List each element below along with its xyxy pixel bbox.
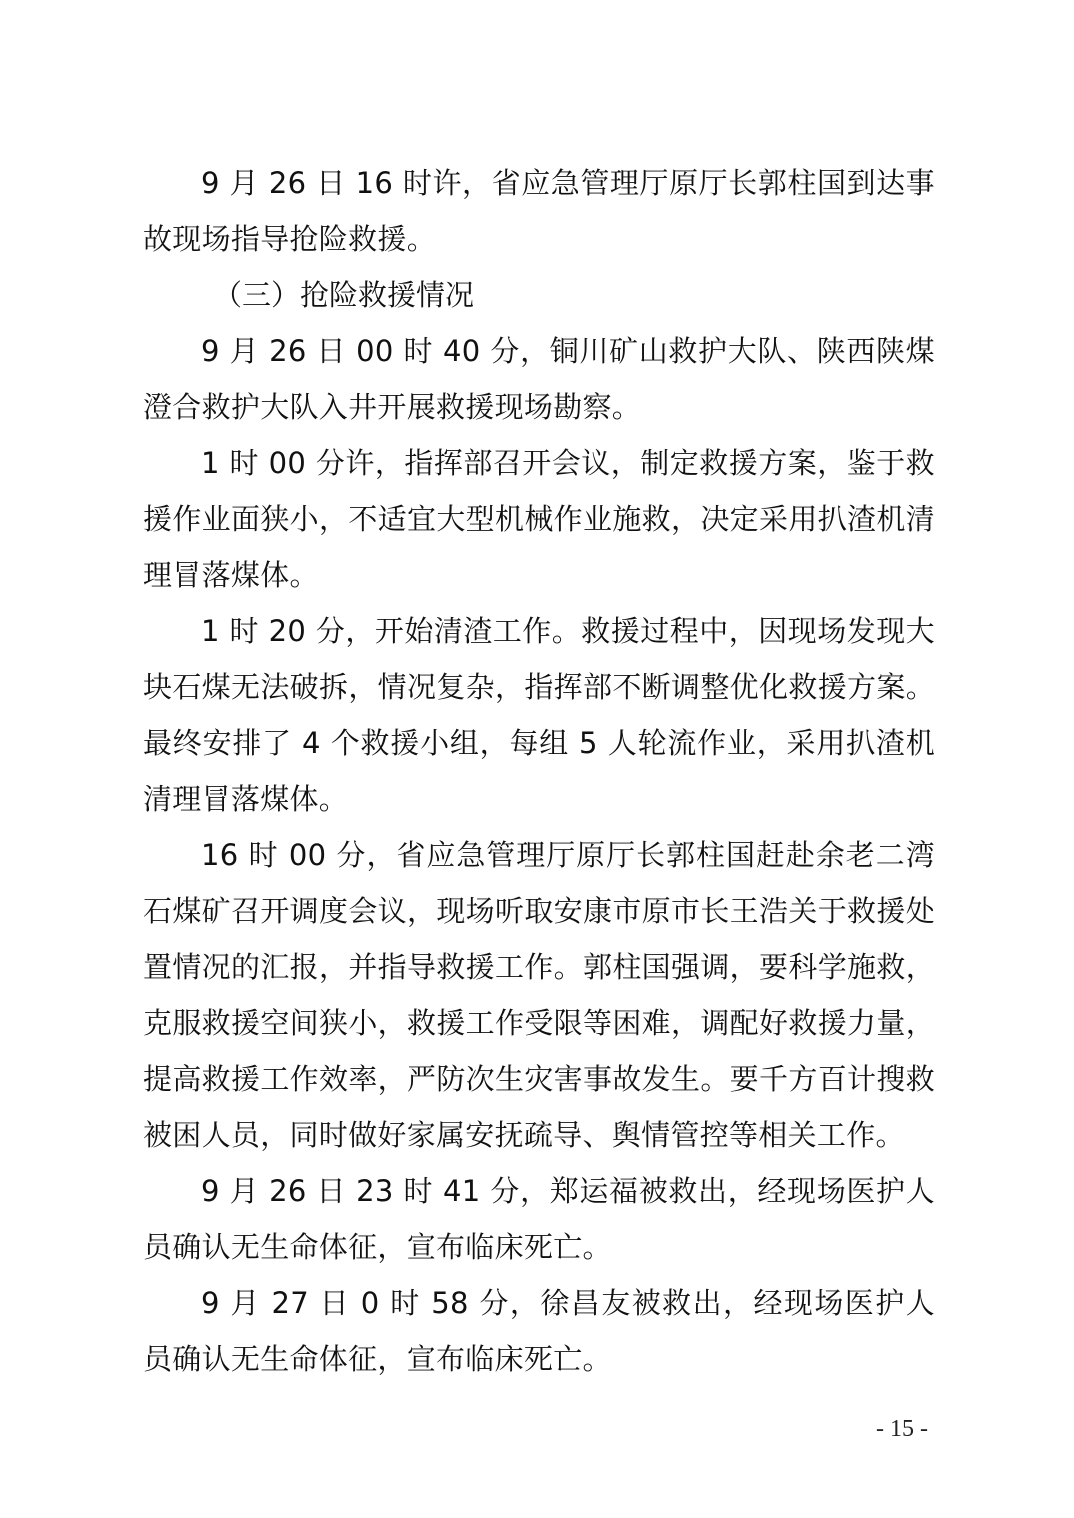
- paragraph-dispatch-meeting: 16 时 00 分，省应急管理厅原厅长郭柱国赶赴余老二湾石煤矿召开调度会议，现场听取安康市原市长王浩关于救援处置情况的汇报，并指导救援工作。郭柱国强调，要科学施救，克服救援空间狭小，救援工作受限等困难，调配好救援力量，提高救援工作效率，严防次生灾害事故发生。要千方百计搜救被困人员，同时做好家属安抚疏导、舆情管控等相关工作。: [143, 838, 935, 1152]
- paragraph-survey: 9 月 26 日 00 时 40 分，铜川矿山救护大队、陕西陕煤澄合救护大队入井开展救援现场勘察。: [143, 334, 935, 424]
- page-number: - 15 -: [876, 1416, 928, 1442]
- paragraph-victim-1: 9 月 26 日 23 时 41 分，郑运福被救出，经现场医护人员确认无生命体征，宣布临床死亡。: [143, 1174, 935, 1264]
- document-body: [143, 155, 935, 1387]
- section-heading-rescue: （三）抢险救援情况: [213, 278, 475, 312]
- paragraph-clearing: 1 时 20 分，开始清渣工作。救援过程中，因现场发现大块石煤无法破拆，情况复杂，指挥部不断调整优化救援方案。最终安排了 4 个救援小组，每组 5 人轮流作业，采用扒渣机清理冒落煤体。: [143, 614, 935, 816]
- paragraph-arrival: 9 月 26 日 16 时许，省应急管理厅原厅长郭柱国到达事故现场指导抢险救援。: [143, 166, 935, 256]
- paragraph-meeting: 1 时 00 分许，指挥部召开会议，制定救援方案，鉴于救援作业面狭小，不适宜大型机械作业施救，决定采用扒渣机清理冒落煤体。: [143, 446, 935, 592]
- paragraph-victim-2: 9 月 27 日 0 时 58 分，徐昌友被救出，经现场医护人员确认无生命体征，宣布临床死亡。: [143, 1286, 935, 1376]
